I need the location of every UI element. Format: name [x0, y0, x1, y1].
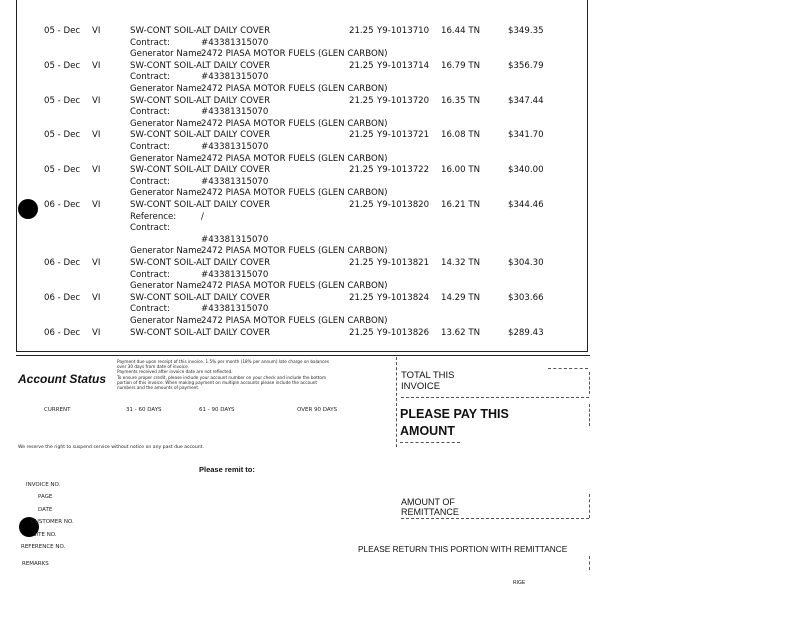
detail-label: Contract: — [130, 304, 170, 315]
line-item-ticket: Y9-1013721 — [377, 130, 430, 141]
line-item-detail — [0, 176, 800, 188]
remit-field-label: DATE — [38, 507, 53, 513]
line-item-detail — [0, 280, 800, 292]
line-item-qty: 13.62 TN — [441, 327, 481, 338]
footer-code: RIGE — [513, 580, 526, 586]
line-item-code: VI — [92, 130, 101, 141]
line-item-code: VI — [92, 327, 101, 338]
line-item-qty: 16.79 TN — [441, 60, 481, 71]
line-item-detail — [0, 211, 800, 223]
line-item-amount: $340.00 — [508, 165, 544, 176]
line-item-date: 05 - Dec — [44, 60, 81, 71]
line-item-desc: SW-CONT SOIL-ALT DAILY COVER — [130, 327, 271, 338]
payment-note-line: over 30 days from date of invoice. — [117, 364, 189, 370]
line-item-ticket: Y9-1013710 — [377, 26, 430, 36]
total-this-invoice-label: TOTAL THIS INVOICE — [401, 370, 455, 392]
remit-heading: Please remit to: — [199, 465, 255, 474]
line-item-amount: $341.70 — [508, 130, 544, 141]
detail-value: #43381315070 — [201, 72, 269, 83]
detail-label: Generator Name — [130, 118, 202, 129]
detail-label: Generator Name — [130, 316, 202, 326]
detail-value: 2472 PIASA MOTOR FUELS (GLEN CARBON) — [201, 246, 388, 257]
detail-value: 2472 PIASA MOTOR FUELS (GLEN CARBON) — [201, 84, 388, 94]
line-item-code: VI — [92, 258, 101, 268]
separator — [589, 372, 590, 394]
line-item-qty: 16.21 TN — [441, 200, 481, 210]
line-item-ticket: Y9-1013820 — [377, 200, 430, 210]
line-item-desc: SW-CONT SOIL-ALT DAILY COVER — [130, 292, 271, 303]
aging-label: OVER 90 DAYS — [297, 407, 338, 413]
detail-label: Contract: — [130, 107, 170, 118]
line-item-detail — [0, 153, 800, 165]
line-item-ticket: Y9-1013821 — [377, 258, 430, 268]
payment-note-line: numbers and the amounts of payment. — [117, 385, 200, 391]
line-item-detail — [0, 48, 800, 60]
line-item-ticket: Y9-1013714 — [377, 60, 430, 71]
detail-label: Generator Name — [130, 246, 202, 257]
remit-field-label: PAGE — [38, 494, 53, 500]
return-note: PLEASE RETURN THIS PORTION WITH REMITTANCE — [358, 544, 568, 554]
detail-label: Contract: — [130, 269, 170, 280]
detail-label: Contract: — [130, 142, 170, 152]
line-item-desc: SW-CONT SOIL-ALT DAILY COVER — [130, 165, 271, 176]
line-item-code: VI — [92, 165, 101, 176]
line-item-code: VI — [92, 95, 101, 106]
line-item-date: 06 - Dec — [44, 258, 81, 268]
line-item-price: 21.25 — [349, 165, 374, 176]
line-item-price: 21.25 — [349, 130, 374, 141]
separator — [589, 404, 590, 426]
line-item-date: 05 - Dec — [44, 130, 81, 141]
line-item-detail — [0, 141, 800, 153]
detail-label: Contract: — [130, 72, 170, 83]
detail-label: Generator Name — [130, 188, 202, 199]
line-item-row — [0, 199, 800, 211]
line-item-row — [0, 95, 800, 107]
line-item-ticket: Y9-1013824 — [377, 292, 430, 303]
line-item-amount: $304.30 — [508, 258, 544, 268]
line-item-detail — [0, 187, 800, 199]
detail-value: 2472 PIASA MOTOR FUELS (GLEN CARBON) — [201, 316, 388, 326]
line-item-amount: $349.35 — [508, 26, 544, 36]
detail-label: Generator Name — [130, 49, 202, 60]
separator — [400, 442, 460, 443]
line-item-row — [0, 292, 800, 304]
remit-field-label: SITE NO. — [33, 532, 57, 538]
payment-notes — [117, 359, 329, 390]
line-item-detail — [0, 222, 800, 234]
line-item-detail — [0, 106, 800, 118]
line-item-date: 06 - Dec — [44, 327, 81, 338]
line-item-amount: $303.66 — [508, 292, 544, 303]
detail-label: Reference: — [130, 211, 177, 222]
line-item-date: 06 - Dec — [44, 200, 81, 210]
detail-label: Contract: — [130, 37, 170, 48]
payment-note-line: Payments received after invoice date are not reflected. — [117, 369, 233, 375]
line-item-price: 21.25 — [349, 292, 374, 303]
line-item-row — [0, 327, 800, 339]
line-item-desc: SW-CONT SOIL-ALT DAILY COVER — [130, 258, 271, 268]
separator — [401, 397, 589, 398]
line-item-detail — [0, 37, 800, 49]
line-item-date: 06 - Dec — [44, 292, 81, 303]
line-item-date: 05 - Dec — [44, 95, 81, 106]
line-item-detail — [0, 269, 800, 281]
line-item-price: 21.25 — [349, 327, 374, 338]
line-item-date: 05 - Dec — [44, 165, 81, 176]
line-item-row — [0, 129, 800, 141]
detail-value: #43381315070 — [201, 269, 269, 280]
line-item-desc: SW-CONT SOIL-ALT DAILY COVER — [130, 26, 271, 36]
line-item-code: VI — [92, 292, 101, 303]
line-item-qty: 14.29 TN — [441, 292, 481, 303]
detail-value: / — [201, 211, 204, 222]
detail-value: #43381315070 — [201, 107, 269, 118]
line-item-qty: 14.32 TN — [441, 258, 481, 268]
line-item-ticket: Y9-1013720 — [377, 95, 430, 106]
detail-value: #43381315070 — [201, 304, 269, 315]
line-item-code: VI — [92, 26, 101, 36]
line-item-amount: $356.79 — [508, 60, 544, 71]
line-item-qty: 16.08 TN — [441, 130, 481, 141]
line-item-detail — [0, 234, 800, 246]
account-status-title: Account Status — [18, 372, 107, 386]
punch-hole-top — [18, 199, 38, 219]
line-item-amount: $347.44 — [508, 95, 544, 106]
payment-note-line: Payment due upon receipt of this invoice. 1.5% per month (18% per annum) late charge on balances — [117, 359, 330, 364]
line-item-desc: SW-CONT SOIL-ALT DAILY COVER — [130, 200, 271, 210]
remit-field-label: CUSTOMER NO. — [31, 519, 74, 525]
line-item-code: VI — [92, 200, 101, 210]
line-item-row — [0, 60, 800, 72]
separator — [401, 518, 589, 519]
disclaimer: We reserve the right to suspend service without notice on any past due account. — [18, 445, 204, 450]
detail-value: 2472 PIASA MOTOR FUELS (GLEN CARBON) — [201, 188, 388, 199]
line-item-amount: $344.46 — [508, 200, 544, 210]
line-item-date: 05 - Dec — [44, 26, 81, 36]
line-item-desc: SW-CONT SOIL-ALT DAILY COVER — [130, 95, 271, 106]
line-item-amount: $289.43 — [508, 327, 544, 338]
line-item-price: 21.25 — [349, 60, 374, 71]
detail-label: Generator Name — [130, 281, 202, 292]
please-pay-label: PLEASE PAY THIS AMOUNT — [400, 407, 509, 438]
detail-value: #43381315070 — [201, 234, 269, 245]
remit-field-label: INVOICE NO. — [26, 482, 61, 488]
payment-note-line: portion of this invoice. When making payment on multiple accounts please include the account — [117, 379, 318, 385]
separator — [589, 494, 590, 518]
detail-value: #43381315070 — [201, 176, 269, 187]
detail-label: Generator Name — [130, 84, 202, 94]
detail-value: #43381315070 — [201, 37, 269, 48]
line-item-price: 21.25 — [349, 26, 374, 36]
detail-value: #43381315070 — [201, 142, 269, 152]
line-item-qty: 16.35 TN — [441, 95, 481, 106]
line-item-detail — [0, 118, 800, 130]
line-item-detail — [0, 71, 800, 83]
line-item-price: 21.25 — [349, 200, 374, 210]
line-item-qty: 16.00 TN — [441, 165, 481, 176]
line-item-row — [0, 25, 800, 37]
detail-value: 2472 PIASA MOTOR FUELS (GLEN CARBON) — [201, 118, 388, 129]
detail-label: Generator Name — [130, 153, 202, 164]
detail-label: Contract: — [130, 223, 170, 234]
aging-label: 61 - 90 DAYS — [199, 407, 235, 413]
divider — [16, 355, 590, 356]
line-item-detail — [0, 245, 800, 257]
separator — [548, 368, 588, 369]
detail-label: Contract: — [130, 176, 170, 187]
aging-label: 31 - 60 DAYS — [126, 407, 162, 413]
line-item-price: 21.25 — [349, 95, 374, 106]
remit-field-label: REMARKS — [22, 561, 49, 567]
amount-of-remittance-label: AMOUNT OF REMITTANCE — [401, 497, 459, 517]
separator — [589, 556, 590, 570]
line-item-ticket: Y9-1013826 — [377, 327, 430, 338]
line-item-desc: SW-CONT SOIL-ALT DAILY COVER — [130, 130, 271, 141]
line-item-code: VI — [92, 60, 101, 71]
detail-value: 2472 PIASA MOTOR FUELS (GLEN CARBON) — [201, 281, 388, 292]
line-item-detail — [0, 303, 800, 315]
aging-label: CURRENT — [44, 407, 71, 413]
line-item-row — [0, 257, 800, 269]
line-item-detail — [0, 83, 800, 95]
line-item-desc: SW-CONT SOIL-ALT DAILY COVER — [130, 60, 271, 71]
detail-value: 2472 PIASA MOTOR FUELS (GLEN CARBON) — [201, 153, 388, 164]
line-item-qty: 16.44 TN — [441, 26, 481, 36]
detail-value: 2472 PIASA MOTOR FUELS (GLEN CARBON) — [201, 49, 388, 60]
line-item-price: 21.25 — [349, 258, 374, 268]
line-item-detail — [0, 315, 800, 327]
payment-note-line: To ensure proper credit, please include your account number on your check and include the bottom — [117, 374, 327, 380]
separator — [396, 357, 397, 447]
remit-field-label: REFERENCE NO. — [21, 544, 66, 550]
line-item-row — [0, 164, 800, 176]
line-item-ticket: Y9-1013722 — [377, 165, 430, 176]
